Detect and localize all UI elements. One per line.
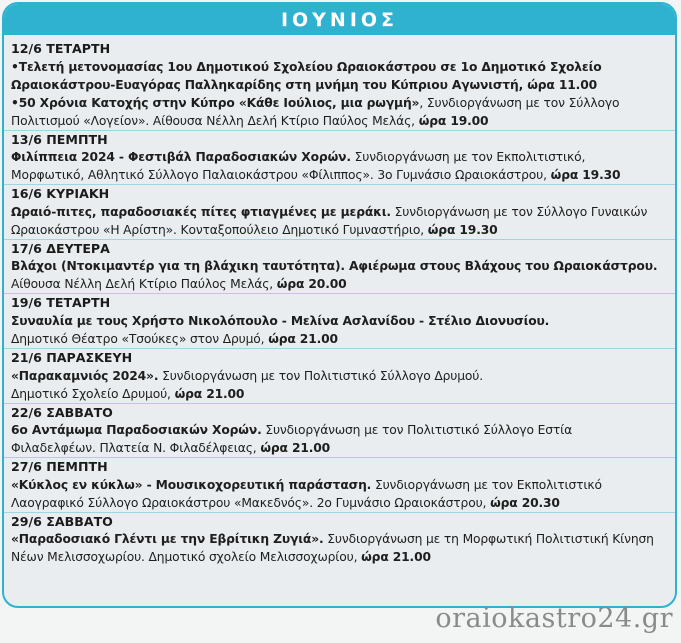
- event-line: [11, 112, 671, 130]
- event-title: •Τελετή μετονομασίας 1ου Δημοτικού Σχολείου Ωραιοκάστρου σε 1ο Δημοτικό Σχολείο: [11, 59, 602, 74]
- event-time: ώρα 19.00: [418, 113, 489, 128]
- event-time: ώρα 21.00: [174, 386, 245, 401]
- event-detail: Συνδιοργάνωση με τον Πολιτιστικό Σύλλογο Εστία: [261, 423, 573, 438]
- event-line: [11, 257, 671, 275]
- event-title: Βλάχοι (Ντοκιμαντέρ για τη βλάχικη ταυτότητα). Αφιέρωμα στους Βλάχους του Ωραιοκάστρου.: [11, 259, 658, 274]
- event-line: [11, 330, 671, 348]
- event-line: [11, 203, 671, 221]
- event-detail: Δημοτικό Θέατρο «Τσούκες» στον Δρυμό,: [11, 331, 269, 346]
- event-title: •50 Χρόνια Κατοχής στην Κύπρο «Κάθε Ιούλιος, μια ρωγμή»: [11, 95, 420, 110]
- day-block: [11, 185, 671, 239]
- day-block: [11, 349, 671, 403]
- day-date: 21/6 ΠΑΡΑΣΚΕΥΗ: [11, 349, 133, 365]
- day-date: 17/6 ΔΕΥΤΕΡΑ: [11, 240, 110, 256]
- event-line: [11, 548, 671, 566]
- event-line: [11, 312, 671, 330]
- day-date: 19/6 ΤΕΤΑΡΤΗ: [11, 295, 111, 311]
- day-block: [11, 513, 671, 567]
- event-time: ώρα 21.00: [361, 550, 431, 565]
- event-detail: Συνδιοργάνωση με τον Εκπολιτιστικό: [371, 477, 602, 492]
- day-date: 29/6 ΣΑΒΒΑΤΟ: [11, 513, 113, 529]
- event-detail: Πολιτισμού «Λογείον». Αίθουσα Νέλλη Δελή Κτίριο Παύλος Μελάς,: [11, 113, 419, 128]
- day-date: 22/6 ΣΑΒΒΑΤΟ: [11, 404, 113, 420]
- day-block: [11, 294, 671, 348]
- event-detail: Μορφωτικό, Αθλητικό Σύλλογο Παλαιοκάστρου «Φίλιππος». 3ο Γυμνάσιο Ωραιοκάστρου,: [11, 168, 551, 183]
- day-date: 12/6 ΤΕΤΑΡΤΗ: [11, 41, 111, 56]
- day-date: 16/6 ΚΥΡΙΑΚΗ: [11, 186, 110, 202]
- event-line: [11, 58, 671, 76]
- event-detail: Συνδιοργάνωση με τη Μορφωτική Πολιτιστική Κίνηση: [323, 532, 654, 547]
- event-title: Φιλίππεια 2024 - Φεστιβάλ Παραδοσιακών Χορών.: [11, 150, 351, 165]
- event-detail: Αίθουσα Νέλλη Δελή Κτίριο Παύλος Μελάς,: [11, 277, 277, 292]
- day-date: 27/6 ΠΕΜΠΤΗ: [11, 459, 108, 475]
- event-detail: Φιλαδελφέων. Πλατεία Ν. Φιλαδέλφειας,: [11, 441, 261, 456]
- event-title: «Κύκλος εν κύκλω» - Μουσικοχορευτική παράσταση.: [11, 477, 372, 492]
- event-line: [11, 76, 671, 94]
- event-title: Ωραιό-πιτες, παραδοσιακές πίτες φτιαγμένες με μεράκι.: [11, 204, 391, 219]
- event-detail: Δημοτικό Σχολείο Δρυμού,: [11, 386, 175, 401]
- event-line: [11, 494, 671, 512]
- event-line: [11, 476, 671, 494]
- event-detail: Συνδιοργάνωση με τον Πολιτιστικό Σύλλογο Δρυμού.: [158, 368, 483, 383]
- event-time: ώρα 21.00: [260, 441, 331, 456]
- month-title: ΙΟΥΝΙΟΣ: [280, 8, 399, 31]
- event-title: 6ο Αντάμωμα Παραδοσιακών Χορών.: [11, 423, 262, 438]
- event-time: ώρα 21.00: [268, 331, 338, 346]
- event-detail: Νέων Μελισσοχωρίου. Δημοτικό σχολείο Μελισσοχωρίου,: [11, 550, 362, 565]
- event-time: ώρα 19.30: [550, 168, 621, 183]
- site-watermark: oraiokastro24.gr: [435, 603, 673, 634]
- event-detail: Συνδιοργάνωση με τον Εκπολιτιστικό,: [350, 150, 586, 165]
- event-line: [11, 166, 671, 184]
- day-block: [11, 240, 671, 294]
- event-detail: Συνδιοργάνωση με τον Σύλλογο Γυναικών: [390, 204, 648, 219]
- event-line: [11, 421, 671, 439]
- event-title: Ωραιοκάστρου-Ευαγόρας Παλληκαρίδης στη μνήμη του Κύπριου Αγωνιστή, ώρα 11.00: [11, 77, 598, 92]
- event-line: [11, 94, 671, 112]
- event-time: ώρα 20.00: [276, 277, 347, 292]
- month-header: [4, 4, 675, 35]
- event-line: [11, 275, 671, 293]
- event-line: [11, 439, 671, 457]
- day-block: [11, 131, 671, 185]
- event-line: [11, 385, 671, 403]
- event-title: «Παραδοσιακό Γλέντι με την Εβρίτικη Ζυγιά».: [11, 532, 324, 547]
- event-line: [11, 221, 671, 239]
- schedule-panel: [2, 2, 677, 608]
- day-date: 13/6 ΠΕΜΠΤΗ: [11, 131, 108, 147]
- event-list: [11, 40, 671, 566]
- event-time: ώρα 20.30: [490, 495, 560, 510]
- day-block: [11, 40, 671, 130]
- event-time: ώρα 19.30: [427, 222, 498, 237]
- day-block: [11, 404, 671, 458]
- event-detail: Ωραιοκάστρου «Η Αρίστη». Κονταξοπούλειο Δημοτικό Γυμναστήριο,: [11, 222, 428, 237]
- event-detail: , Συνδιοργάνωση με τον Σύλλογο: [419, 95, 620, 110]
- event-line: [11, 367, 671, 385]
- event-title: Συναυλία με τους Χρήστο Νικολόπουλο - Μελίνα Ασλανίδου - Στέλιο Διονυσίου.: [11, 313, 550, 328]
- event-line: [11, 148, 671, 166]
- event-title: «Παρακαμνιός 2024».: [11, 368, 159, 383]
- event-line: [11, 530, 671, 548]
- day-block: [11, 458, 671, 512]
- event-detail: Λαογραφικό Σύλλογο Ωραιοκάστρου «Μακεδνός». 2ο Γυμνάσιο Ωραιοκάστρου,: [11, 495, 491, 510]
